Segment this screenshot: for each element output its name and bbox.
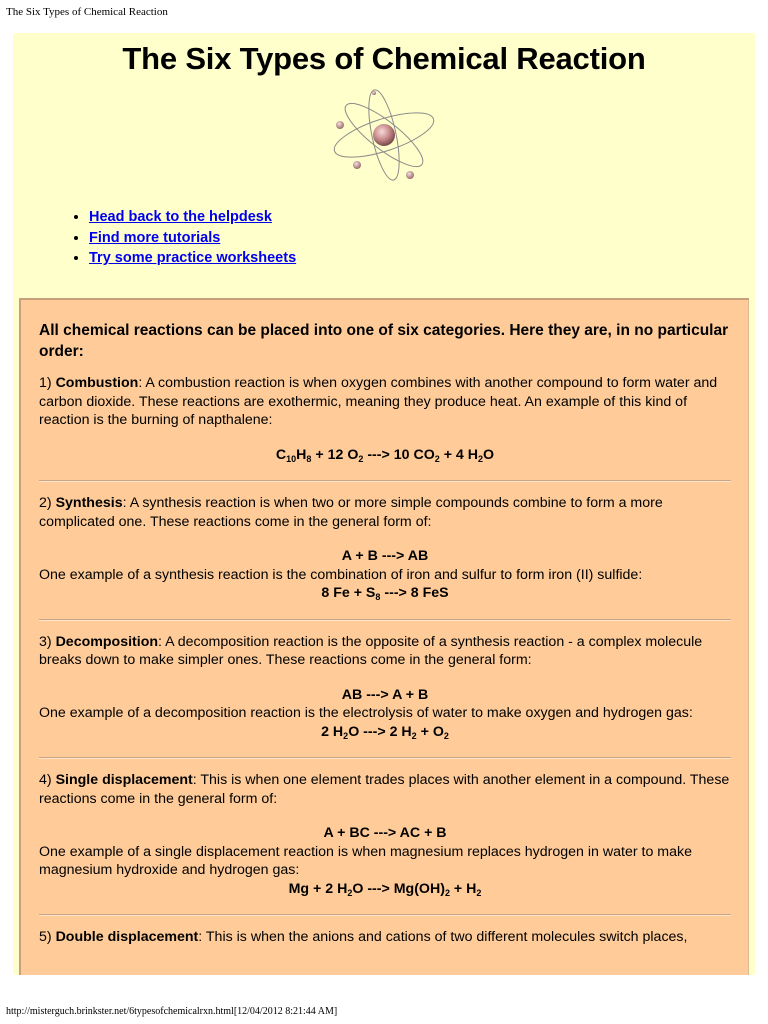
section-term: Double displacement (55, 929, 199, 945)
synthesis-equation: 8 $Fe + S_8$ ---> 8 FeS (321, 585, 449, 602)
atom-icon (324, 87, 444, 187)
section-single-displacement (39, 771, 731, 898)
list-item (89, 209, 755, 226)
section-paragraph (39, 494, 731, 531)
page-title: The Six Types of Chemical Reaction (122, 41, 646, 76)
decomposition-equation: 2 $H_2O$ ---> 2 $H_2 + O_2$ (321, 723, 449, 741)
section-text: : This is when the anions and cations of two different molecules switch places, (198, 929, 688, 945)
synthesis-general-form: A + B ---> AB (341, 548, 429, 564)
divider (39, 757, 731, 759)
list-item (89, 230, 755, 247)
section-term: Single displacement (55, 772, 193, 788)
divider (39, 914, 731, 916)
print-footer: http://misterguch.brinkster.net/6typesofchemicalrxn.html[12/04/2012 8:21:44 AM] (6, 1006, 338, 1017)
section-paragraph (39, 771, 731, 808)
section-combustion (39, 374, 731, 464)
intro-text: All chemical reactions can be placed into one of six categories. Here they are, in no particular order: (39, 322, 729, 360)
section-number: 1) (39, 375, 56, 391)
single-example: One example of a single displacement reaction is when magnesium replaces hydrogen in water to make magnesium hydroxide and hydrogen gas: (39, 843, 692, 878)
synthesis-example: One example of a synthesis reaction is the combination of iron and sulfur to form iron (II) sulfide: (39, 566, 643, 583)
divider (39, 619, 731, 621)
section-text: : A decomposition reaction is the opposite of a synthesis reaction - a complex molecule breaks down to make simpler ones. These reactions come in the general form: (39, 633, 703, 668)
content-box (19, 298, 749, 975)
decomposition-general-form: AB ---> A + B (341, 686, 429, 703)
section-term: Decomposition (55, 633, 159, 650)
link-list (13, 209, 755, 267)
section-paragraph (39, 928, 731, 947)
section-number: 2) (39, 495, 56, 511)
section-double-displacement (39, 928, 731, 947)
single-general-form: A + BC ---> AC + B (323, 825, 447, 841)
section-term: Combustion (55, 375, 139, 391)
worksheets-link[interactable]: Try some practice worksheets (89, 250, 297, 266)
tutorials-link[interactable]: Find more tutorials (89, 229, 221, 246)
section-number: 3) (39, 633, 56, 650)
single-equation: Mg + 2 $H_2O$ ---> $Mg(OH)_2 + H_2$ (288, 880, 482, 898)
helpdesk-link[interactable]: Head back to the helpdesk (89, 209, 272, 225)
list-item (89, 250, 755, 267)
section-term: Synthesis (55, 495, 123, 511)
section-synthesis (39, 494, 731, 603)
section-number: 5) (39, 929, 56, 945)
combustion-equation: $C_{10}H_8 + 12$ $O_2$ ---> 10 $CO_2 + 4$ $H_2O$ (275, 446, 495, 464)
divider (39, 480, 731, 482)
section-text: : A synthesis reaction is when two or more simple compounds combine to form a more complicated one. These reactions come in the general form of: (39, 495, 663, 530)
section-text: : This is when one element trades places with another element in a compound. These reactions come in the general form of: (39, 772, 730, 807)
section-decomposition (39, 633, 731, 742)
decomposition-example: One example of a decomposition reaction is the electrolysis of water to make oxygen and hydrogen gas: (39, 705, 693, 721)
section-paragraph (39, 374, 731, 430)
section-paragraph (39, 633, 731, 670)
print-header: The Six Types of Chemical Reaction (6, 6, 168, 18)
page-area (13, 33, 755, 975)
section-text: : A combustion reaction is when oxygen combines with another compound to form water and carbon dioxide. These reactions are exothermic, meaning they produce heat. An example of this kind of reaction is the burning of napthalene: (39, 375, 718, 428)
section-number: 4) (39, 772, 56, 788)
